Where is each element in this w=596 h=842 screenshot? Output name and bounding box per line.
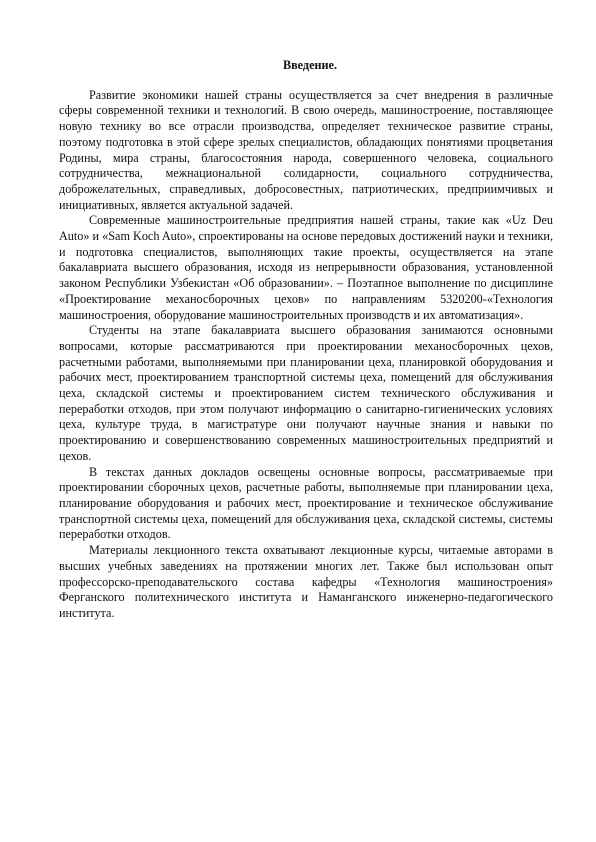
paragraph-2: Современные машиностроительные предприятия нашей страны, такие как «Uz Deu Auto» и «Sam Koch Auto», спроектированы на основе передовых достижений науки и техники, и подготовка специалистов, выполняющих такие проекты, осуществляется на этапе бакалавриата высшего образования, исходя из непрерывности образования, установленной законом Республики Узбекистан «Об образовании». – Поэтапное выполнение по дисциплине «Проектирование механосборочных цехов» по направлениям 5320200-«Технология машиностроения, оборудование машиностроительных производств и их автоматизация».	[59, 213, 553, 322]
document-page	[59, 58, 553, 622]
paragraph-4: В текстах данных докладов освещены основные вопросы, рассматриваемые при проектировании сборочных цехов, расчетные работы, выполняемые при планировании цеха, планирование оборудования и рабочих мест, проектирование и техническое обслуживание транспортной системы цеха, помещений для обслуживания цеха, складской системы, системы переработки отходов.	[59, 464, 553, 542]
paragraph-3: Студенты на этапе бакалавриата высшего образования занимаются основными вопросами, которые рассматриваются при проектировании механосборочных цехов, расчетными работами, выполняемыми при планировании цеха, планировкой оборудования и рабочих мест, проектированием транспортной системы цеха, помещений для обслуживания цеха, складской системы и проектированием систем технического обслуживания и переработки отходов, при этом получают информацию о санитарно-гигиенических условиях цеха, культуре труда, в магистратуре они получают научные знания и навыки по проектированию и совершенствованию современных машиностроительных предприятий и цехов.	[59, 323, 553, 463]
paragraph-1: Развитие экономики нашей страны осуществляется за счет внедрения в различные сферы современной техники и технологий. В свою очередь, машиностроение, поставляющее новую технику во все отрасли производства, определяет техническое развитие страны, поэтому подготовка в этой сфере зрелых специалистов, обладающих понятиями процветания Родины, мира страны, благосостояния народа, совершенного человека, социального сотрудничества, межнациональной солидарности, социального сотрудничества, доброжелательных, справедливых, добросовестных, патриотических, предприимчивых и инициативных, является актуальной задачей.	[59, 87, 553, 212]
document-title: Введение.	[282, 58, 338, 72]
paragraph-5: Материалы лекционного текста охватывают лекционные курсы, читаемые авторами в высших учебных заведениях на протяжении многих лет. Также был использован опыт профессорско-преподавательского состава кафедры «Технология машиностроения» Ферганского политехнического института и Наманганского инженерно-педагогического института.	[59, 543, 553, 620]
